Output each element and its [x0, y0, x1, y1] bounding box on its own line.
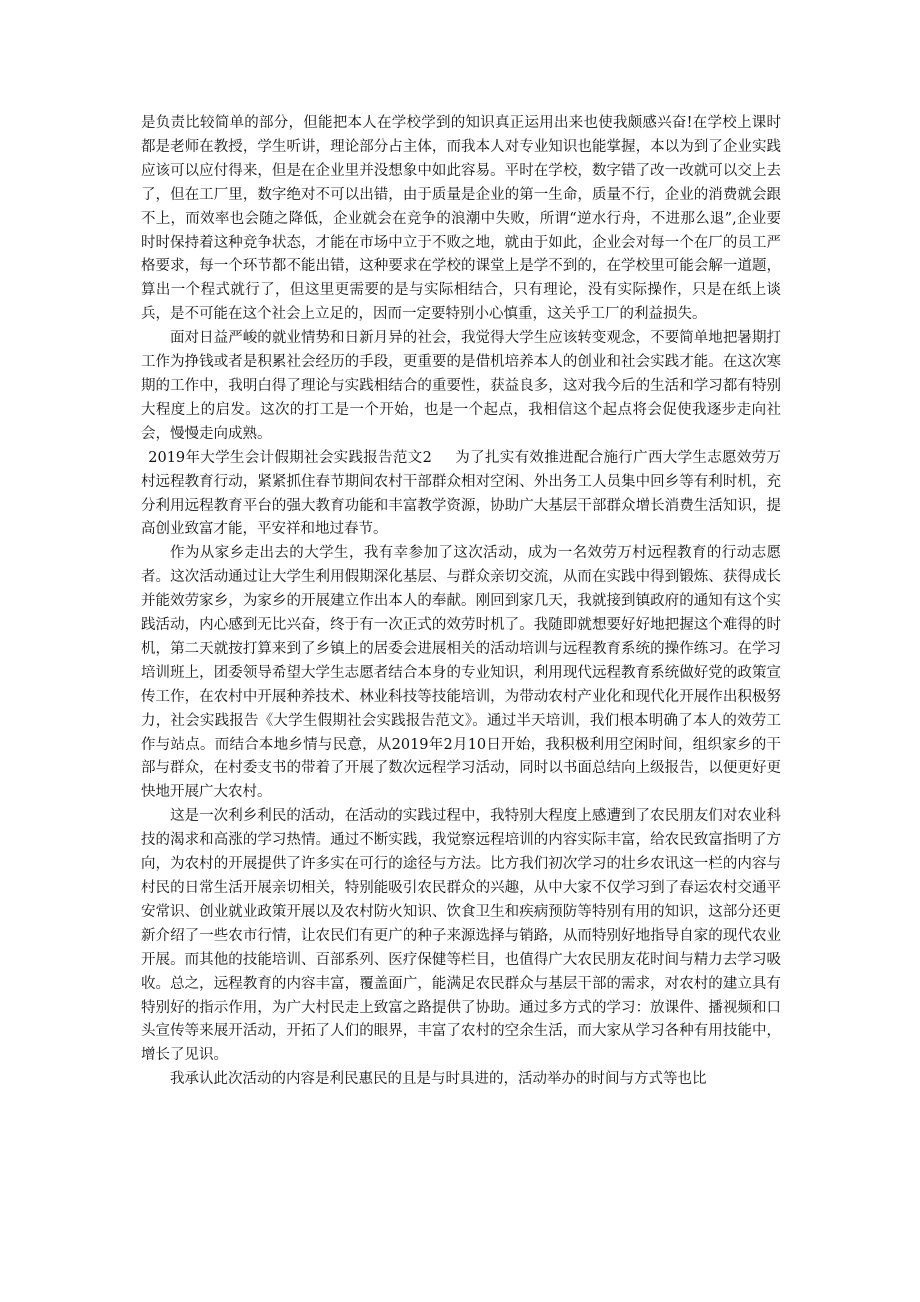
paragraph-5: 这是一次利乡利民的活动，在活动的实践过程中，我特别大程度上感遭到了农民朋友们对农业科技的渴求和高涨的学习热情。通过不断实践，我觉察远程培训的内容实际丰富，给农民致富指明了方向，为农村的开展提供了许多实在可行的途径与方法。比方我们初次学习的壮乡农讯这一栏的内容与村民的日常生活开展亲切相关，特别能吸引农民群众的兴趣，从中大家不仅学习到了春运农村交通平安常识、创业就业政策开展以及农村防火知识、饮食卫生和疾病预防等特别有用的知识，这部分还更新介绍了一些农市行情，让农民们有更广的种子来源选择与销路，从而特别好地指导自家的现代农业开展。而其他的技能培训、百部系列、医疗保健等栏目，也值得广大农民朋友花时间与精力去学习吸收。总之，远程教育的内容丰富，覆盖面广，能满足农民群众与基层干部的需求，对农村的建立具有特别好的指示作用，为广大村民走上致富之路提供了协助。通过多方式的学习：放课件、播视频和口头宣传等来展开活动，开拓了人们的眼界，丰富了农村的空余生活，而大家从学习各种有用技能中，增长了见识。 — [141, 808, 781, 1064]
paragraph-3 — [141, 447, 781, 543]
paragraph-1: 是负责比较简单的部分，但能把本人在学校学到的知识真正运用出来也使我颇感兴奋!在学校上课时都是老师在教授，学生听讲，理论部分占主体，而我本人对专业知识也能掌握，本以为到了企业实践应该可以应付得来，但是在企业里并没想象中如此容易。平时在学校，数字错了改一改就可以交上去了，但在工厂里，数字绝对不可以出错，由于质量是企业的第一生命，质量不行，企业的消费就会跟不上，而效率也会随之降低，企业就会在竞争的浪潮中失败，所谓“逆水行舟，不进那么退”,企业要时时保持着这种竞争状态，才能在市场中立于不败之地，就由于如此，企业会对每一个在厂的员工严格要求，每一个环节都不能出错，这种要求在学校的课堂上是学不到的，在学校里可能会解一道题，算出一个程式就行了，但这里更需要的是与实际相结合，只有理论，没有实际操作，只是在纸上谈兵，是不可能在这个社会上立足的，因而一定要特别小心慎重，这关乎工厂的利益损失。 — [141, 115, 781, 323]
paragraph-2: 面对日益严峻的就业情势和日新月异的社会，我觉得大学生应该转变观念，不要简单地把暑期打工作为挣钱或者是积累社会经历的手段，更重要的是借机培养本人的创业和社会实践才能。在这次寒期的工作中，我明白得了理论与实践相结合的重要性，获益良多，这对我今后的生活和学习都有特别大程度上的启发。这次的打工是一个开始，也是一个起点，我相信这个起点将会促使我逐步走向社会，慢慢走向成熟。 — [141, 330, 781, 442]
paragraph-6: 我承认此次活动的内容是利民惠民的且是与时具进的，活动举办的时间与方式等也比 — [170, 1071, 707, 1088]
document-page — [141, 112, 781, 1092]
paragraph-3-body: 为了扎实有效推进配合施行广西大学生志愿效劳万村远程教育行动，紧紧抓住春节期间农村干部群众相对空闲、外出务工人员集中回乡等有利时机，充分利用远程教育平台的强大教育功能和丰富教学资源，协助广大基层干部群众增长消费生活知识，提高创业致富才能，平安祥和地过春节。 — [141, 449, 781, 538]
section-title: 2019年大学生会计假期社会实践报告范文2 — [148, 449, 432, 466]
paragraph-4: 作为从家乡走出去的大学生，我有幸参加了这次活动，成为一名效劳万村远程教育的行动志愿者。这次活动通过让大学生利用假期深化基层、与群众亲切交流，从而在实践中得到锻炼、获得成长并能效劳家乡，为家乡的开展建立作出本人的奉献。刚回到家几天，我就接到镇政府的通知有这个实践活动，内心感到无比兴奋，终于有一次正式的效劳时机了。我随即就想要好好地把握这个难得的时机，第二天就按打算来到了乡镇上的居委会进展相关的活动培训与远程教育系统的操作练习。在学习培训班上，团委领导希望大学生志愿者结合本身的专业知识，利用现代远程教育系统做好党的政策宣传工作，在农村中开展种养技术、林业科技等技能培训，为带动农村产业化和现代化开展作出积极努力，社会实践报告《大学生假期社会实践报告范文》。通过半天培训，我们根本明确了本人的效劳工作与站点。而结合本地乡情与民意，从2019年2月10日开始，我积极利用空闲时间，组织家乡的干部与群众，在村委支书的带着了开展了数次远程学习活动，同时以书面总结向上级报告，以便更好更快地开展广大农村。 — [141, 545, 781, 801]
